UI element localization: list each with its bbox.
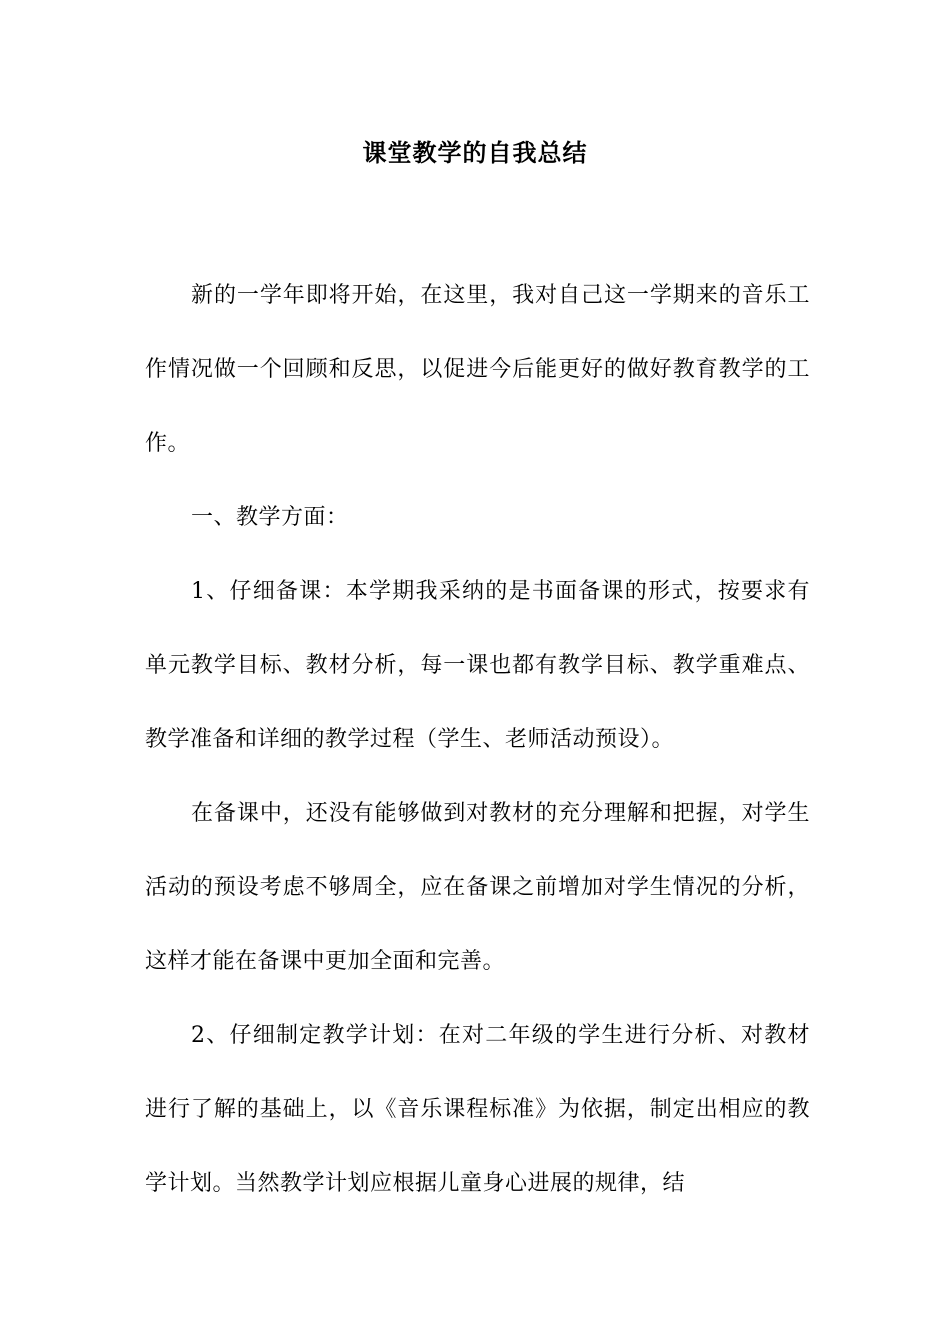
paragraph-intro: 新的一学年即将开始，在这里，我对自己这一学期来的音乐工作情况做一个回顾和反思，以促进今后能更好的做好教育教学的工作。	[145, 283, 810, 456]
document-body	[145, 259, 810, 1221]
document-title: 课堂教学的自我总结	[362, 138, 588, 167]
paragraph-lesson-prep: 1、仔细备课：本学期我采纳的是书面备课的形式，按要求有单元教学目标、教材分析，每一课也都有教学目标、教学重难点、教学准备和详细的教学过程（学生、老师活动预设）。	[145, 579, 810, 752]
paragraph-teaching-plan: 2、仔细制定教学计划：在对二年级的学生进行分析、对教材进行了解的基础上，以《音乐课程标准》为依据，制定出相应的教学计划。当然教学计划应根据儿童身心进展的规律，结	[145, 1023, 810, 1196]
paragraph-lesson-prep-reflection: 在备课中，还没有能够做到对教材的充分理解和把握，对学生活动的预设考虑不够周全，应在备课之前增加对学生情况的分析，这样才能在备课中更加全面和完善。	[145, 801, 810, 974]
section-heading-teaching: 一、教学方面：	[191, 505, 349, 530]
